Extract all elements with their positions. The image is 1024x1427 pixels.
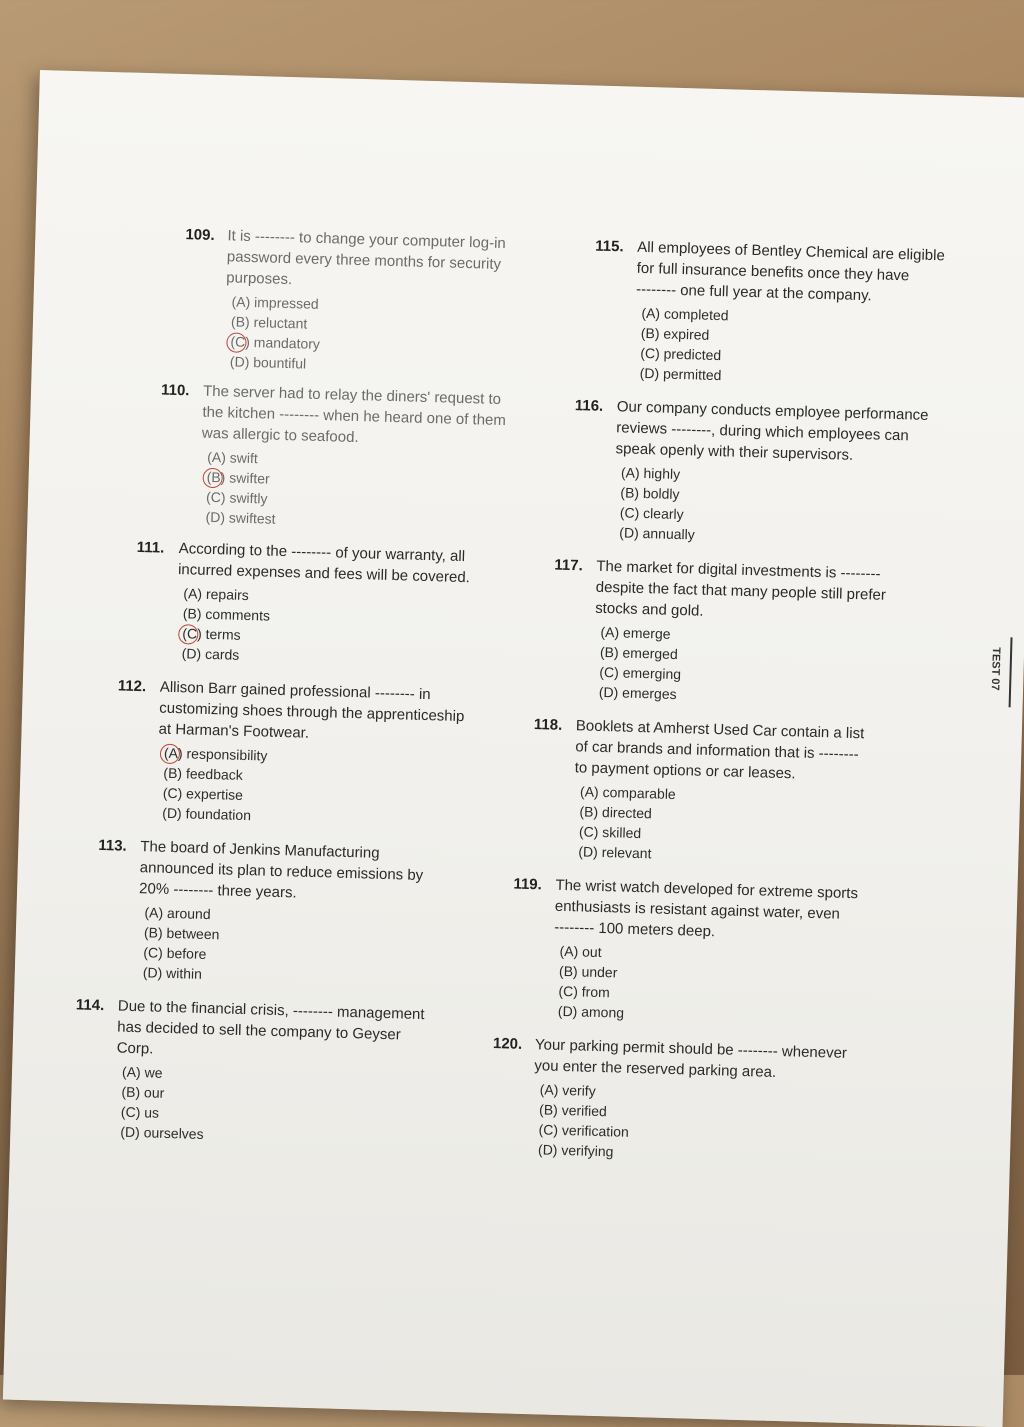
question-118 [530,714,982,872]
question-116 [571,395,991,553]
question-109 [182,224,586,381]
option-c[interactable]: (C) mandatory [230,331,582,361]
options-list [551,621,985,713]
question-text: 112. Allison Barr gained professional -------- in customizing shoes through the apprenticeship at Harman's Footwear. [117,677,465,742]
question-number: 117. [554,556,583,575]
question-text: 109. It is -------- to change your computer log-in password every three months for security purposes. [185,226,506,289]
option-a[interactable]: (A) around [144,904,211,923]
option-a[interactable]: (A) repairs [183,585,250,604]
question-text: 118. Booklets at Amherst Used Car contain a list of car brands and information that is -------- to payment options or car leases. [533,716,865,783]
question-number: 112. [117,677,147,696]
question-text: 119. The wrist watch developed for extreme sports enthusiasts is resistant against water, even -------- 100 meters deep. [513,875,859,941]
question-110 [157,380,581,538]
test-sheet [3,70,1024,1427]
question-number: 116. [574,397,604,415]
option-c[interactable]: (C) verification [538,1121,630,1140]
option-b[interactable]: (B) our [121,1083,165,1101]
question-120 [490,1033,973,1171]
question-text: 115. All employees of Bentley Chemical are eligible for full insurance benefits once they have -------- one full year at the company. [595,237,946,305]
option-a[interactable]: (A) responsibility [164,743,571,774]
question-113 [95,835,569,994]
option-d[interactable]: (D) swiftest [205,508,276,527]
option-a[interactable]: (A) completed [641,304,729,324]
question-number: 119. [513,875,543,894]
test-section-tab [989,637,1013,708]
option-d[interactable]: (D) permitted [639,364,722,384]
option-c[interactable]: (C) before [143,944,207,962]
options-list [592,302,994,393]
option-b[interactable]: (B) feedback [163,764,243,783]
option-a[interactable]: (A) impressed [231,293,319,312]
option-c[interactable]: (C) terms [182,623,574,654]
option-a[interactable]: (A) emerge [600,623,671,642]
question-119 [510,874,978,1033]
right-column [492,236,996,1172]
option-d[interactable]: (D) cards [181,645,240,663]
option-a[interactable]: (A) out [559,942,602,961]
option-c[interactable]: (C) swiftly [205,488,268,507]
question-text: 114. Due to the financial crisis, -------- management has decided to sell the company to Geyser Corp. [75,996,425,1058]
option-c[interactable]: (C) skilled [578,823,642,842]
options-list [72,1060,562,1154]
question-number: 109. [185,226,215,244]
options-list [95,901,567,994]
option-b[interactable]: (B) swifter [206,467,578,497]
option-b[interactable]: (B) directed [579,803,653,822]
option-a[interactable]: (A) highly [620,464,681,483]
option-b[interactable]: (B) emerged [599,643,678,663]
option-b[interactable]: (B) boldly [620,484,680,503]
option-b[interactable]: (B) comments [182,605,271,624]
test-section-label: TEST 07 [988,647,1002,691]
option-a[interactable]: (A) swift [207,448,259,467]
question-number: 118. [533,716,563,734]
question-text: 116. Our company conducts employee performance reviews --------, during which employees can speak openly with their supervisors. [574,397,929,464]
question-number: 114. [75,996,105,1015]
option-d[interactable]: (D) relevant [578,843,652,862]
options-list [157,445,579,537]
option-a[interactable]: (A) comparable [579,783,676,803]
question-number: 113. [98,836,127,855]
option-d[interactable]: (D) verifying [537,1141,614,1160]
option-c[interactable]: (C) emerging [599,663,682,683]
option-b[interactable]: (B) between [143,924,220,943]
options-list [490,1078,972,1171]
question-number: 115. [595,237,624,256]
options-list [571,461,989,553]
option-b[interactable]: (B) reluctant [230,313,308,332]
option-c[interactable]: (C) clearly [619,504,684,523]
option-d[interactable]: (D) bountiful [229,353,307,372]
option-c[interactable]: (C) us [120,1103,160,1121]
question-111 [134,537,577,674]
question-number: 111. [136,538,165,557]
option-d[interactable]: (D) among [557,1002,625,1021]
option-b[interactable]: (B) verified [538,1101,608,1120]
question-text: 111. According to the -------- of your warranty, all incurred expenses and fees will be covered. [136,538,471,587]
option-d[interactable]: (D) emerges [598,683,677,703]
option-d[interactable]: (D) within [142,964,203,982]
options-list [510,940,976,1033]
question-number: 120. [492,1035,523,1053]
option-a[interactable]: (A) verify [539,1081,596,1099]
option-c[interactable]: (C) expertise [162,784,244,803]
question-text: 117. The market for digital investments is -------- despite the fact that many people still prefer stocks and gold. [554,556,887,620]
option-d[interactable]: (D) ourselves [120,1123,204,1142]
option-d[interactable]: (D) annually [619,524,695,543]
options-list [182,290,584,381]
option-c[interactable]: (C) predicted [640,344,722,364]
question-text: 113. The board of Jenkins Manufacturing announced its plan to reduce emissions by 20% -------- three years. [98,836,424,902]
option-b[interactable]: (B) under [558,962,618,981]
options-list [134,582,576,674]
question-text: 120. Your parking permit should be -------- whenever you enter the reserved parking area. [492,1035,848,1081]
option-d[interactable]: (D) foundation [162,804,252,824]
question-112 [114,675,573,834]
question-text: 110. The server had to relay the diners' request to the kitchen -------- when he heard one of them was allergic to seafood. [160,381,507,447]
option-b[interactable]: (B) expired [640,324,710,343]
option-a[interactable]: (A) we [121,1063,163,1081]
options-list [530,780,980,872]
question-number: 110. [160,381,190,400]
options-list [114,741,571,834]
option-c[interactable]: (C) from [558,982,611,1001]
question-117 [551,555,987,713]
question-115 [592,236,996,393]
